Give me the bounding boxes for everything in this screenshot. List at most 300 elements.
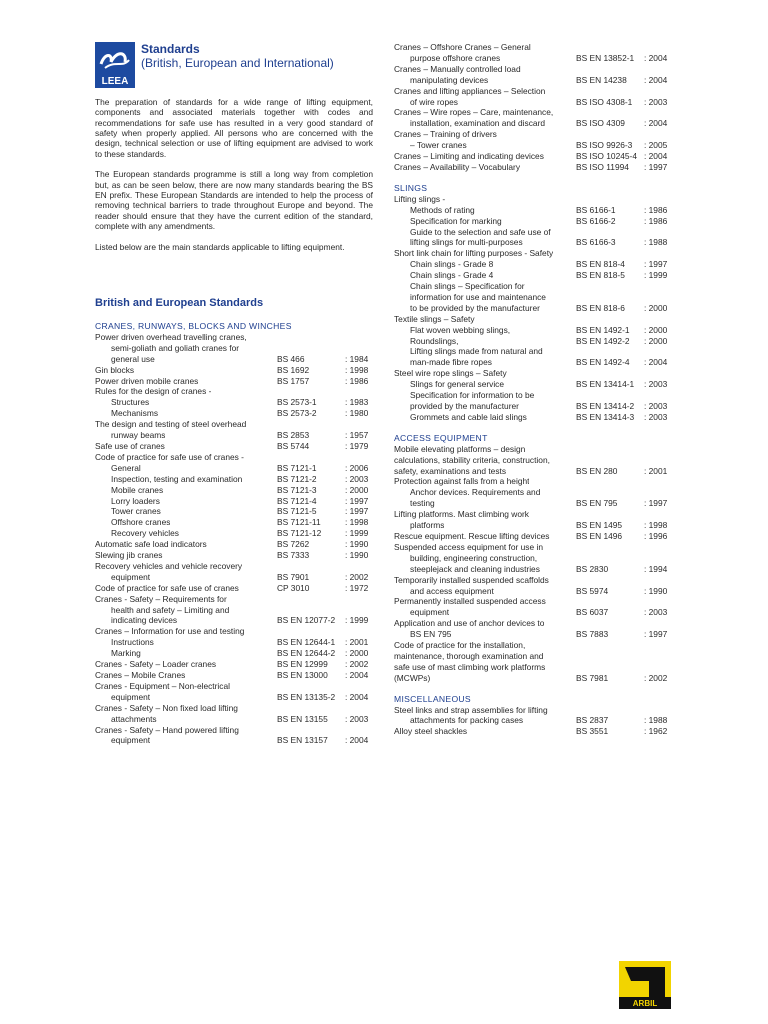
standard-title: Safe use of cranes [95, 440, 165, 451]
standard-code: BS EN 795 [576, 498, 618, 509]
standard-year: : 1980 [345, 408, 369, 419]
standard-year: : 2002 [345, 659, 369, 670]
standard-code: BS 5974 [576, 585, 609, 596]
list-item [394, 662, 672, 673]
standard-year: : 1983 [345, 397, 369, 408]
list-item [394, 281, 672, 292]
standard-title: Slings for general service [410, 379, 505, 390]
list-item [95, 419, 374, 430]
list-item [394, 248, 672, 259]
list-item [394, 194, 672, 205]
standard-code: BS 5744 [277, 440, 310, 451]
list-item [394, 596, 672, 607]
list-item [394, 303, 672, 314]
standard-code: BS EN 13000 [277, 670, 328, 680]
list-item [95, 354, 374, 365]
standard-year: : 1997 [644, 161, 668, 172]
standard-title: Mobile cranes [111, 484, 164, 495]
standard-title: Textile slings – Safety [394, 313, 475, 324]
page-title: Standards [141, 42, 200, 56]
list-item [95, 343, 374, 354]
list-item [95, 626, 374, 637]
standard-code: BS EN 13414-2 [576, 401, 635, 411]
standard-title: Cranes – Manually controlled load [394, 63, 521, 74]
list-item [394, 607, 672, 618]
standard-title: Cranes – Mobile Cranes [95, 670, 186, 680]
standard-title: semi-goliath and goliath cranes for [111, 342, 240, 353]
list-item [394, 651, 672, 662]
standard-title: calculations, stability criteria, construction, [394, 454, 550, 465]
list-item [95, 561, 374, 572]
list-item [394, 390, 672, 401]
standard-code: BS EN 1492-2 [576, 335, 630, 346]
list-item [95, 703, 374, 714]
list-item [394, 715, 672, 726]
standard-title: of wire ropes [410, 96, 458, 107]
standard-title: Instructions [111, 637, 154, 648]
standard-code: BS EN 13155 [277, 713, 328, 724]
standard-year: : 2000 [345, 484, 369, 495]
list-item [394, 162, 672, 173]
list-section-heading: SLINGS [394, 182, 428, 193]
list-item [394, 520, 672, 531]
standard-code: BS 2573-2 [277, 408, 317, 419]
standard-title: Specification for information to be [410, 390, 535, 401]
standard-title: building, engineering construction, [410, 552, 538, 563]
standard-year: : 1984 [345, 353, 369, 364]
standard-year: : 2003 [644, 379, 668, 390]
standard-title: indicating devices [111, 615, 178, 626]
standard-title: Protection against falls from a height [394, 476, 530, 487]
standard-year: : 1998 [644, 520, 668, 531]
standard-title: Recovery vehicles and vehicle recovery [95, 560, 243, 571]
standard-title: (MCWPs) [394, 672, 431, 683]
list-item [95, 386, 374, 397]
standard-title: Cranes - Safety – Non fixed load lifting [95, 702, 238, 713]
standard-title: Gin blocks [95, 364, 135, 375]
standard-code: BS EN 818-5 [576, 270, 625, 281]
standard-year: : 1997 [644, 629, 668, 640]
standard-title: Cranes – Wire ropes – Care, maintenance, [394, 107, 554, 118]
list-item [95, 572, 374, 583]
standard-code: BS EN 818-4 [576, 259, 625, 270]
standard-code: BS 2853 [277, 430, 310, 441]
standard-title: Methods of rating [410, 204, 475, 215]
list-item [95, 735, 374, 746]
list-item [95, 550, 374, 561]
standard-code: BS 7333 [277, 550, 310, 561]
standard-year: : 1999 [345, 615, 369, 626]
standard-year: : 2001 [345, 637, 369, 648]
standard-year: : 2004 [644, 118, 668, 129]
standard-year: : 1998 [345, 364, 369, 375]
list-item [394, 259, 672, 270]
list-item [394, 412, 672, 423]
standard-title: Mobile elevating platforms – design [394, 443, 526, 454]
standard-title: Mechanisms [111, 408, 159, 419]
list-item [95, 594, 374, 605]
standard-title: Lifting platforms. Mast climbing work [394, 509, 529, 520]
standard-title: Rules for the design of cranes - [95, 386, 212, 397]
standard-title: Grommets and cable laid slings [410, 411, 527, 422]
standard-title: – Tower cranes [410, 140, 467, 151]
standard-title: Cranes - Safety – Requirements for [95, 593, 227, 604]
list-item [394, 487, 672, 498]
standard-code: BS EN 14238 [576, 74, 627, 85]
list-item [394, 86, 672, 97]
list-item [394, 75, 672, 86]
standard-title: Power driven mobile cranes [95, 375, 199, 386]
standard-title: Anchor devices. Requirements and [410, 487, 541, 498]
list-item [95, 692, 374, 703]
list-item [394, 673, 672, 684]
standard-code: BS 7121-12 [277, 528, 322, 539]
standard-year: : 1999 [644, 270, 668, 281]
standard-year: : 2004 [644, 357, 668, 368]
standard-title: Chain slings - Grade 8 [410, 259, 494, 270]
list-item [394, 726, 672, 737]
list-item [95, 605, 374, 616]
standard-title: man-made fibre ropes [410, 357, 492, 368]
intro-paragraph-3: Listed below are the main standards applicable to lifting equipment. [95, 241, 345, 252]
standard-code: CP 3010 [277, 582, 310, 593]
standard-title: lifting slings for multi-purposes [410, 237, 523, 248]
standard-title: The design and testing of steel overhead [95, 419, 247, 430]
standard-year: : 2003 [345, 713, 369, 724]
list-item [95, 496, 374, 507]
list-item [394, 564, 672, 575]
standard-year: : 1990 [644, 585, 668, 596]
arbil-badge [619, 961, 671, 1009]
list-item [95, 725, 374, 736]
standard-title: Cranes - Safety – Hand powered lifting [95, 724, 239, 735]
list-item [394, 140, 672, 151]
list-section-heading: CRANES, RUNWAYS, BLOCKS AND WINCHES [95, 321, 292, 331]
standard-title: Suspended access equipment for use in [394, 541, 543, 552]
standard-code: BS EN 1492-4 [576, 357, 630, 368]
standard-year: : 1986 [345, 375, 369, 386]
list-item [95, 539, 374, 550]
standard-title: Lifting slings - [394, 193, 446, 204]
list-item [394, 618, 672, 629]
standard-year: : 1962 [644, 726, 668, 737]
standard-title: safety, examinations and tests [394, 465, 507, 476]
standard-code: BS EN 1495 [576, 520, 623, 531]
standard-title: Short link chain for lifting purposes - Safety [394, 248, 554, 259]
list-item [394, 444, 672, 455]
standard-code: BS ISO 4308-1 [576, 96, 633, 107]
list-item [95, 430, 374, 441]
page-subtitle: (British, European and International) [141, 56, 334, 70]
list-item [95, 637, 374, 648]
list-item [394, 107, 672, 118]
standard-title: Slewing jib cranes [95, 550, 163, 561]
standard-title: Cranes - Equipment – Non-electrical [95, 680, 230, 691]
standard-title: Roundslings, [410, 335, 459, 346]
standard-title: Steel links and strap assemblies for lifting [394, 704, 548, 715]
standard-title: Structures [111, 397, 150, 408]
list-item [95, 670, 374, 681]
standard-year: : 1990 [345, 550, 369, 561]
standard-code: BS 7883 [576, 629, 609, 640]
standard-title: Code of practice for the installation, [394, 640, 526, 651]
standard-title: Automatic safe load indicators [95, 539, 207, 550]
list-section-heading: ACCESS EQUIPMENT [394, 432, 488, 443]
leea-logo [95, 42, 135, 88]
standard-year: : 2004 [644, 74, 668, 85]
list-item [95, 463, 374, 474]
standard-title: Cranes – Training of drivers [394, 129, 497, 140]
list-item [394, 586, 672, 597]
standard-title: Cranes - Safety – Loader cranes [95, 659, 217, 670]
list-item [394, 357, 672, 368]
standard-title: to be provided by the manufacturer [410, 302, 540, 313]
standard-title: General [111, 462, 141, 473]
list-item [394, 531, 672, 542]
standard-title: Cranes – Offshore Cranes – General [394, 42, 531, 52]
list-item [95, 452, 374, 463]
standard-code: BS 7121-2 [277, 473, 317, 484]
standard-code: BS 7121-4 [277, 495, 317, 506]
standard-title: Recovery vehicles [111, 528, 179, 539]
standard-code: BS 6037 [576, 607, 609, 618]
standard-title: Steel wire rope slings – Safety [394, 368, 507, 379]
standard-year: : 2004 [345, 691, 369, 702]
standard-title: manipulating devices [410, 74, 489, 85]
list-item [95, 376, 374, 387]
standard-title: Lifting slings made from natural and [410, 346, 543, 357]
standard-title: Application and use of anchor devices to [394, 618, 545, 629]
standard-year: : 1979 [345, 440, 369, 451]
title-block [141, 42, 334, 70]
standard-code: BS 2573-1 [277, 397, 317, 408]
standard-code: BS EN 1492-1 [576, 324, 630, 335]
standard-year: : 2002 [644, 672, 668, 683]
standard-code: BS EN 280 [576, 465, 618, 476]
standard-year: : 2003 [644, 401, 668, 411]
standard-title: Inspection, testing and examination [111, 473, 243, 484]
list-item [394, 129, 672, 140]
list-item [394, 42, 672, 53]
list-item [394, 466, 672, 477]
standard-code: BS 7981 [576, 672, 609, 683]
standard-title: purpose offshore cranes [410, 52, 501, 63]
list-item [394, 151, 672, 162]
list-item [394, 53, 672, 64]
standard-code: BS 7121-3 [277, 484, 317, 495]
intro-text [95, 97, 373, 263]
list-item [95, 506, 374, 517]
standard-title: Chain slings - Grade 4 [410, 270, 494, 281]
standard-year: : 2003 [345, 473, 369, 484]
standard-title: equipment [410, 607, 450, 618]
list-item [95, 408, 374, 419]
standard-code: BS ISO 9926-3 [576, 140, 633, 151]
standard-title: Tower cranes [111, 506, 161, 517]
list-item [394, 292, 672, 303]
list-item [394, 64, 672, 75]
list-item [95, 714, 374, 725]
list-item [394, 553, 672, 564]
standard-title: Offshore cranes [111, 517, 171, 528]
standard-title: and access equipment [410, 585, 494, 596]
standard-code: BS 466 [277, 353, 305, 364]
standard-year: : 1998 [345, 517, 369, 528]
standard-code: BS 6166-1 [576, 204, 616, 215]
standard-code: BS 7901 [277, 571, 310, 582]
standard-code: BS EN 12077-2 [277, 615, 336, 626]
list-item [95, 517, 374, 528]
standard-title: Marking [111, 648, 141, 659]
list-item [95, 615, 374, 626]
standard-title: runway beams [111, 430, 166, 441]
list-item [95, 365, 374, 376]
standard-title: Guide to the selection and safe use of [410, 226, 551, 237]
standard-code: BS ISO 11994 [576, 161, 629, 172]
standard-year: : 1957 [345, 430, 369, 441]
list-item [394, 336, 672, 347]
standard-year: : 2000 [644, 324, 668, 335]
standard-code: BS 2830 [576, 563, 609, 574]
list-item [394, 237, 672, 248]
standard-title: platforms [410, 520, 445, 531]
standard-code: BS EN 13852-1 [576, 52, 635, 63]
standard-title: general use [111, 353, 155, 364]
standard-year: : 2000 [644, 302, 668, 313]
list-item [394, 575, 672, 586]
standard-title: Flat woven webbing slings, [410, 324, 511, 335]
intro-paragraph-2: The European standards programme is still a long way from completion but, as can be seen below, there are now many standards bearing the BS EN prefix. These European Standards are intended to help the process of removing technical barriers to trade throughout Europe and beyond. The reader should ensure that they have the current edition of the standard, complete with any amendments. [95, 169, 373, 232]
list-item [394, 346, 672, 357]
standard-code: BS EN 13414-3 [576, 411, 635, 422]
standard-title: Code of practice for safe use of cranes [95, 582, 239, 593]
intro-paragraph-1: The preparation of standards for a wide range of lifting equipment, components and associated materials together with codes and recommendations for safe use has resulted in a very good standard of safety when properly applied. All persons who are concerned with the design, technical selection or use of lifting equipment are advised to work to these standards. [95, 97, 373, 159]
standard-title: information for use and maintenance [410, 291, 546, 302]
standard-title: equipment [111, 691, 151, 702]
standard-code: BS 7121-5 [277, 506, 317, 517]
standard-year: : 2002 [345, 571, 369, 582]
list-item [95, 583, 374, 594]
standard-year: : 1972 [345, 582, 369, 593]
left-standards-list [95, 321, 374, 746]
standard-title: Cranes and lifting appliances – Selection [394, 85, 546, 96]
standard-title: testing [410, 498, 435, 509]
standard-code: BS 7121-1 [277, 462, 317, 473]
standard-code: BS ISO 10245-4 [576, 151, 637, 162]
standard-title: Cranes – Information for use and testing [95, 626, 245, 637]
standard-year: : 2003 [644, 96, 668, 107]
list-item [394, 455, 672, 466]
list-item [394, 205, 672, 216]
standard-year: : 1996 [644, 530, 668, 541]
standard-title: provided by the manufacturer [410, 401, 519, 411]
standard-year: : 2001 [644, 465, 668, 476]
standard-title: equipment [111, 571, 151, 582]
list-section-heading: MISCELLANEOUS [394, 693, 471, 704]
standard-code: BS 1757 [277, 375, 310, 386]
standard-title: Temporarily installed suspended scaffolds [394, 574, 549, 585]
standard-code: BS EN 13414-1 [576, 379, 635, 390]
section-heading: British and European Standards [95, 297, 264, 309]
list-item [394, 542, 672, 553]
standard-code: BS EN 818-6 [576, 302, 625, 313]
list-item [394, 325, 672, 336]
standard-year: : 2003 [644, 607, 668, 618]
standard-title: attachments [111, 713, 157, 724]
standard-code: BS ISO 4309 [576, 118, 625, 129]
list-item [394, 476, 672, 487]
standard-code: BS 6166-2 [576, 215, 616, 226]
list-item [394, 314, 672, 325]
list-item [394, 118, 672, 129]
standard-year: : 2000 [644, 335, 668, 346]
standard-title: health and safety – Limiting and [111, 604, 230, 615]
standard-code: BS 3551 [576, 726, 609, 737]
standard-code: BS 1692 [277, 364, 310, 375]
standard-year: : 2005 [644, 140, 668, 151]
list-item [95, 332, 374, 343]
list-item [394, 498, 672, 509]
standard-code: BS 6166-3 [576, 237, 616, 248]
standard-year: : 1997 [644, 498, 668, 509]
list-item [394, 401, 672, 412]
standard-code: BS EN 1496 [576, 530, 623, 541]
standard-title: attachments for packing cases [410, 715, 524, 726]
standard-year: : 1999 [345, 528, 369, 539]
svg-text:ARBIL: ARBIL [632, 999, 658, 1008]
list-item [394, 640, 672, 651]
standard-code: BS EN 12999 [277, 659, 328, 670]
standard-code: BS EN 13157 [277, 735, 328, 746]
list-item [394, 270, 672, 281]
list-item [95, 474, 374, 485]
standard-title: Lorry loaders [111, 495, 160, 506]
standard-title: steeplejack and cleaning industries [410, 563, 540, 574]
list-item [394, 379, 672, 390]
standard-title: Cranes – Availability – Vocabulary [394, 161, 521, 172]
standard-title: Cranes – Limiting and indicating devices [394, 151, 544, 162]
standard-title: safe use of mast climbing work platforms [394, 661, 546, 672]
standard-year: : 1997 [345, 495, 369, 506]
list-item [394, 509, 672, 520]
standard-year: : 1994 [644, 563, 668, 574]
standard-title: Permanently installed suspended access [394, 596, 546, 607]
standard-title: equipment [111, 735, 151, 746]
list-item [95, 681, 374, 692]
standard-code: BS EN 13135-2 [277, 691, 336, 702]
standard-year: : 2004 [345, 735, 369, 746]
standard-title: Alloy steel shackles [394, 726, 468, 737]
list-item [394, 97, 672, 108]
standard-title: Specification for marking [410, 215, 502, 226]
list-item [394, 216, 672, 227]
list-item [394, 227, 672, 238]
standard-code: BS 7262 [277, 539, 310, 550]
standard-year: : 1986 [644, 215, 668, 226]
standard-year: : 1988 [644, 237, 668, 248]
list-item [95, 659, 374, 670]
standard-title: Rescue equipment. Rescue lifting devices [394, 530, 550, 541]
standard-year: : 2003 [644, 411, 668, 422]
list-item [95, 528, 374, 539]
standard-title: Code of practice for safe use of cranes - [95, 451, 244, 462]
right-standards-list [394, 42, 672, 737]
list-item [394, 368, 672, 379]
standard-title: Chain slings – Specification for [410, 281, 525, 292]
standard-code: BS EN 12644-2 [277, 648, 336, 659]
standard-title: Power driven overhead travelling cranes, [95, 331, 247, 342]
standard-title: installation, examination and discard [410, 118, 546, 129]
